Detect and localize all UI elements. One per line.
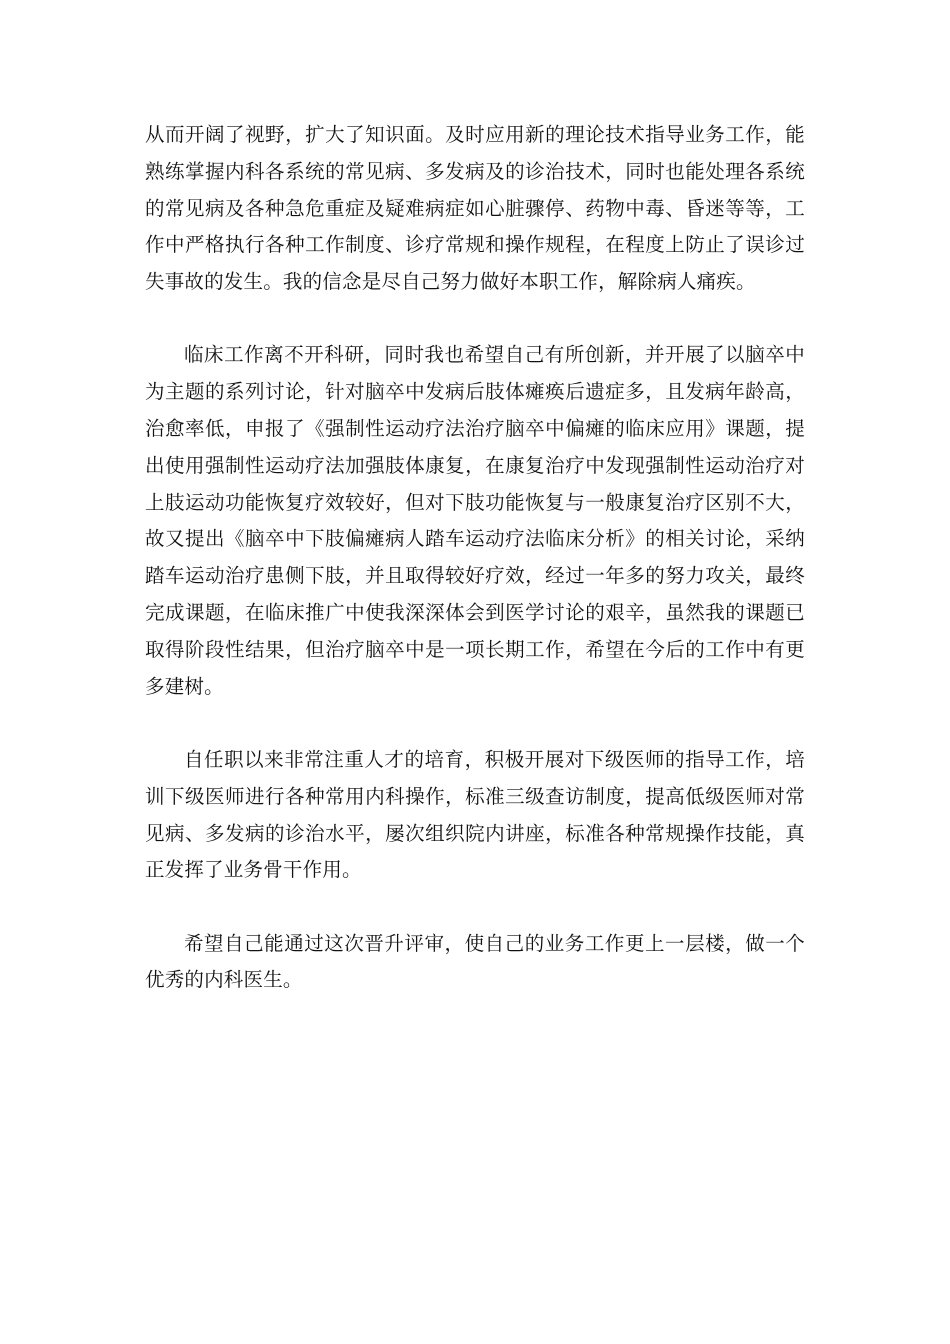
paragraph-closing: 希望自己能通过这次晋升评审，使自己的业务工作更上一层楼，做一个优秀的内科医生。 (145, 931, 805, 992)
paragraph-research: 临床工作离不开科研，同时我也希望自己有所创新，并开展了以脑卒中为主题的系列讨论，针对脑卒中发病后肢体瘫痪后遗症多，且发病年龄高，治愈率低，申报了《强制性运动疗法治疗脑卒中偏瘫的临床应用》课题，提出使用强制性运动疗法加强肢体康复，在康复治疗中发现强制性运动治疗对上肢运动功能恢复疗效较好，但对下肢功能恢复与一般康复治疗区别不大，故又提出《脑卒中下肢偏瘫病人踏车运动疗法临床分析》的相关讨论，采纳踏车运动治疗患侧下肢，并且取得较好疗效，经过一年多的努力攻关，最终完成课题，在临床推广中使我深深体会到医学讨论的艰辛，虽然我的课题已取得阶段性结果，但治疗脑卒中是一项长期工作，希望在今后的工作中有更多建树。 (145, 343, 805, 698)
paragraph-training: 自任职以来非常注重人才的培育，积极开展对下级医师的指导工作，培训下级医师进行各种常用内科操作，标准三级查访制度，提高低级医师对常见病、多发病的诊治水平，屡次组织院内讲座，标准各种常规操作技能，真正发挥了业务骨干作用。 (145, 747, 805, 882)
paragraph-continuation: 从而开阔了视野，扩大了知识面。及时应用新的理论技术指导业务工作，能熟练掌握内科各系统的常见病、多发病及的诊治技术，同时也能处理各系统的常见病及各种急危重症及疑难病症如心脏骤停、药物中毒、昏迷等等，工作中严格执行各种工作制度、诊疗常规和操作规程，在程度上防止了误诊过失事故的发生。我的信念是尽自己努力做好本职工作，解除病人痛疾。 (145, 123, 805, 294)
document-body (145, 117, 805, 1036)
